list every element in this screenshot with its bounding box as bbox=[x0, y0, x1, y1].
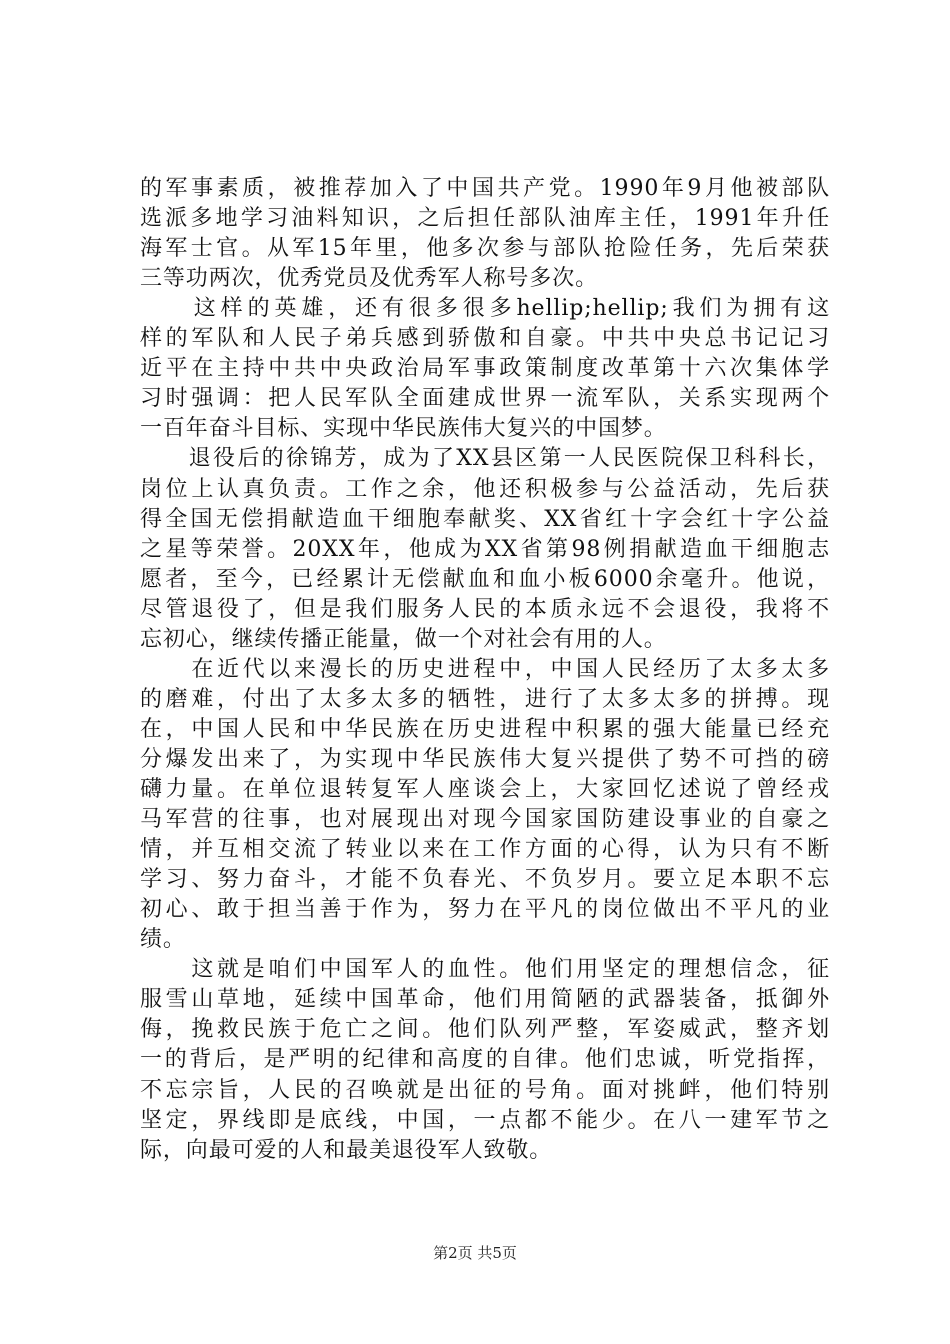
text-line: 礴力量。在单位退转复军人座谈会上，大家回忆述说了曾经戎 bbox=[140, 777, 830, 802]
text-line: 愿者，至今，已经累计无偿献血和血小板6000余毫升。他说， bbox=[140, 566, 830, 592]
text-line: 忘初心，继续传播正能量，做一个对社会有用的人。 bbox=[140, 626, 667, 652]
text-line: 习时强调：把人民军队全面建成世界一流军队，关系实现两个 bbox=[140, 386, 830, 412]
text-line: 这样的英雄，还有很多很多hellip;hellip;我们为拥有这 bbox=[140, 296, 830, 322]
text-line: 坚定，界线即是底线，中国，一点都不能少。在八一建军节之 bbox=[140, 1107, 830, 1133]
text-line: 样的军队和人民子弟兵感到骄傲和自豪。中共中央总书记记习 bbox=[140, 326, 830, 352]
text-line: 初心、敢于担当善于作为，努力在平凡的岗位做出不平凡的业 bbox=[140, 897, 830, 923]
text-line: 一的背后，是严明的纪律和高度的自律。他们忠诚，听党指挥， bbox=[140, 1047, 830, 1073]
text-line: 这就是咱们中国军人的血性。他们用坚定的理想信念，征 bbox=[140, 957, 830, 983]
text-line: 尽管退役了，但是我们服务人民的本质永远不会退役，我将不 bbox=[140, 596, 830, 622]
text-line: 一百年奋斗目标、实现中华民族伟大复兴的中国梦。 bbox=[140, 416, 667, 442]
text-line: 在，中国人民和中华民族在历史进程中积累的强大能量已经充 bbox=[140, 716, 830, 742]
text-line: 的磨难，付出了太多太多的牺牲，进行了太多太多的拼搏。现 bbox=[140, 686, 830, 712]
text-line: 近平在主持中共中央政治局军事政策制度改革第十六次集体学 bbox=[140, 356, 830, 382]
text-line: 分爆发出来了，为实现中华民族伟大复兴提供了势不可挡的磅 bbox=[140, 746, 830, 772]
text-line: 退役后的徐锦芳，成为了XX县区第一人民医院保卫科科长， bbox=[140, 446, 830, 472]
text-line: 学习、努力奋斗，才能不负春光、不负岁月。要立足本职不忘 bbox=[140, 867, 830, 893]
text-line: 马军营的往事，也对展现出对现今国家国防建设事业的自豪之 bbox=[140, 807, 830, 833]
text-line: 际，向最可爱的人和最美退役军人致敬。 bbox=[140, 1137, 553, 1163]
text-line: 选派多地学习油料知识，之后担任部队油库主任，1991年升任 bbox=[140, 206, 830, 232]
text-line: 在近代以来漫长的历史进程中，中国人民经历了太多太多 bbox=[140, 656, 830, 682]
text-line: 绩。 bbox=[140, 927, 186, 953]
text-line: 三等功两次，优秀党员及优秀军人称号多次。 bbox=[140, 266, 599, 292]
text-line: 之星等荣誉。20XX年，他成为XX省第98例捐献造血干细胞志 bbox=[140, 536, 830, 562]
text-line: 服雪山草地，延续中国革命，他们用简陋的武器装备，抵御外 bbox=[140, 987, 830, 1013]
text-line: 不忘宗旨，人民的召唤就是出征的号角。面对挑衅，他们特别 bbox=[140, 1077, 830, 1103]
text-line: 情，并互相交流了转业以来在工作方面的心得，认为只有不断 bbox=[140, 837, 830, 863]
text-line: 海军士官。从军15年里，他多次参与部队抢险任务，先后荣获 bbox=[140, 236, 830, 262]
text-line: 得全国无偿捐献造血干细胞奉献奖、XX省红十字会红十字公益 bbox=[140, 506, 830, 532]
text-line: 的军事素质，被推荐加入了中国共产党。1990年9月他被部队 bbox=[140, 176, 830, 201]
text-line: 侮，挽救民族于危亡之间。他们队列严整，军姿威武，整齐划 bbox=[140, 1017, 830, 1043]
text-line: 岗位上认真负责。工作之余，他还积极参与公益活动，先后获 bbox=[140, 476, 830, 502]
page-footer: 第2页 共5页 bbox=[433, 1244, 517, 1262]
